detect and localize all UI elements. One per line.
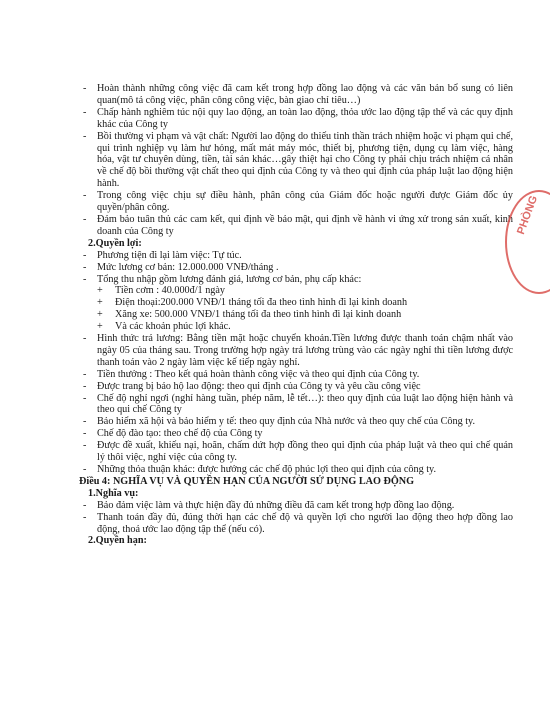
list-item <box>83 381 513 393</box>
employee-rights-list <box>83 250 513 476</box>
sub-list-item <box>83 309 513 321</box>
dash-bullet: - <box>83 273 87 285</box>
dash-bullet: - <box>83 380 87 392</box>
list-item-text: Phương tiện đi lại làm việc: Tự túc. <box>97 249 242 261</box>
dash-bullet: - <box>83 392 87 404</box>
stamp-text: PHÒNG <box>515 194 541 237</box>
list-item <box>83 131 513 191</box>
list-item-text: Trong công việc chịu sự điều hành, phân công của Giám đốc hoặc người được Giám đốc ủy quyền/phân công. <box>97 190 513 214</box>
list-item-text: Bảo đảm việc làm và thực hiện đầy đủ những điều đã cam kết trong hợp đồng lao động. <box>97 499 455 511</box>
dash-bullet: - <box>83 261 87 273</box>
dash-bullet: - <box>83 368 87 380</box>
list-item-text: Được đề xuất, khiếu nại, hoãn, chấm dứt hợp đồng theo qui định của pháp luật và theo qui chế quản lý thôi việc, nghỉ việc của công ty. <box>97 440 513 464</box>
list-item <box>83 428 513 440</box>
employer-obligations-list <box>83 500 513 536</box>
list-item-text: Tổng thu nhập gồm lương đánh giá, lương cơ bản, phụ cấp khác: <box>97 273 362 285</box>
plus-bullet: + <box>97 297 103 309</box>
list-item-text: Bảo hiểm xã hội và bảo hiểm y tế: theo quy định của Nhà nước và theo quy chế của Công ty. <box>97 416 476 428</box>
contract-body <box>79 83 513 547</box>
dash-bullet: - <box>83 249 87 261</box>
sub-item-text: Và các khoản phúc lợi khác. <box>115 321 231 333</box>
list-item <box>83 262 513 274</box>
dash-bullet: - <box>83 106 87 118</box>
section-heading-employer-obligations: 1.Nghĩa vụ: <box>88 487 139 499</box>
list-item-text: Những thỏa thuận khác: được hưởng các chế độ phúc lợi theo qui định của công ty. <box>97 464 437 475</box>
list-item-text: Chế độ nghỉ ngơi (nghỉ hàng tuần, phép năm, lễ tết…): theo quy định của luật lao động hiện hành và theo qui chế Công ty <box>97 392 513 416</box>
list-item-text: Bồi thường vi phạm và vật chất: Người lao động do thiếu tinh thần trách nhiệm hoặc vi phạm qui chế, qui trình nghiệp vụ làm hư hỏng, mất mát máy móc, thiết bị, phương tiện, dụng cụ làm việc, hàng hóa, vật tư chuyên dùng, tiền, tài sản khác…gây thiệt hại cho Công ty phải chịu trách nhiệm cá nhân về chế độ bồi thường vật chất theo qui định của Công ty và theo qui định của pháp luật lao động hiện hành. <box>97 130 513 190</box>
dash-bullet: - <box>83 213 87 225</box>
list-item-text: Tiền thưởng : Theo kết quả hoàn thành công việc và theo qui định của Công ty. <box>97 368 420 380</box>
list-item <box>83 107 513 131</box>
sub-list-item <box>83 285 513 297</box>
list-item-text: Đảm bảo tuân thủ các cam kết, qui định về bảo mật, qui định về hành vi ứng xử trong sản xuất, kinh doanh của Công ty <box>97 213 513 237</box>
list-item <box>83 190 513 214</box>
list-item <box>83 83 513 107</box>
sub-list-item <box>83 321 513 333</box>
list-item <box>83 393 513 417</box>
list-item-text: Mức lương cơ bản: 12.000.000 VNĐ/tháng . <box>97 261 279 273</box>
list-item-text: Hoàn thành những công việc đã cam kết trong hợp đồng lao động và các văn bản bổ sung có liên quan(mô tả công việc, phân công công việc, bàn giao chỉ tiêu…) <box>97 83 513 106</box>
plus-bullet: + <box>97 285 103 297</box>
list-item-text: Chế độ đào tạo: theo chế độ của Công ty <box>97 428 263 440</box>
list-item <box>83 333 513 369</box>
list-item-text: Hình thức trả lương: Bằng tiền mặt hoặc chuyển khoản.Tiền lương được thanh toán chậm nhất vào ngày 05 của tháng sau. Trong trường hợp ngày trả lương trùng vào các ngày nghỉ thì tiền lương được thanh toán vào 2 ngày làm việc kế tiếp ngày nghỉ. <box>97 333 513 368</box>
list-item <box>83 464 513 476</box>
dash-bullet: - <box>83 130 87 142</box>
sub-item-text: Điện thoại:200.000 VNĐ/1 tháng tối đa theo tình hình đi lại kinh doanh <box>115 297 408 309</box>
employee-obligations-list <box>83 83 513 238</box>
list-item <box>83 500 513 512</box>
dash-bullet: - <box>83 499 87 511</box>
plus-bullet: + <box>97 309 103 321</box>
section-heading-employee-rights: 2.Quyền lợi: <box>88 237 142 249</box>
sub-list-item <box>83 297 513 309</box>
list-item <box>83 440 513 464</box>
dash-bullet: - <box>83 428 87 440</box>
list-item <box>83 250 513 262</box>
dash-bullet: - <box>83 511 87 523</box>
dash-bullet: - <box>83 416 87 428</box>
dash-bullet: - <box>83 440 87 452</box>
sub-item-text: Xăng xe: 500.000 VNĐ/1 tháng tối đa theo tình hình đi lại kinh doanh <box>115 309 402 321</box>
dash-bullet: - <box>83 464 87 475</box>
dash-bullet: - <box>83 190 87 202</box>
plus-bullet: + <box>97 321 103 333</box>
sub-item-text: Tiền cơm : 40.000đ/1 ngày <box>115 285 225 297</box>
dash-bullet: - <box>83 333 87 345</box>
list-item-text: Chấp hành nghiêm túc nội quy lao động, an toàn lao động, thỏa ước lao động tập thể và các quy định khác của Công ty <box>97 106 513 130</box>
list-item <box>83 214 513 238</box>
list-item <box>83 274 513 286</box>
list-item <box>83 416 513 428</box>
section-heading-employer-rights: 2.Quyền hạn: <box>88 535 147 547</box>
list-item <box>83 512 513 536</box>
list-item-text: Thanh toán đầy đủ, đúng thời hạn các chế độ và quyền lợi cho người lao động theo hợp đồng lao động, thoả ước lao động tập thể (nếu có). <box>97 511 513 535</box>
article-4-title: Điều 4: NGHĨA VỤ VÀ QUYỀN HẠN CỦA NGƯỜI SỬ DỤNG LAO ĐỘNG <box>79 475 415 487</box>
list-item <box>83 369 513 381</box>
list-item-text: Được trang bị bảo hộ lao động: theo qui định của Công ty và yêu cầu công việc <box>97 380 421 392</box>
dash-bullet: - <box>83 83 87 94</box>
